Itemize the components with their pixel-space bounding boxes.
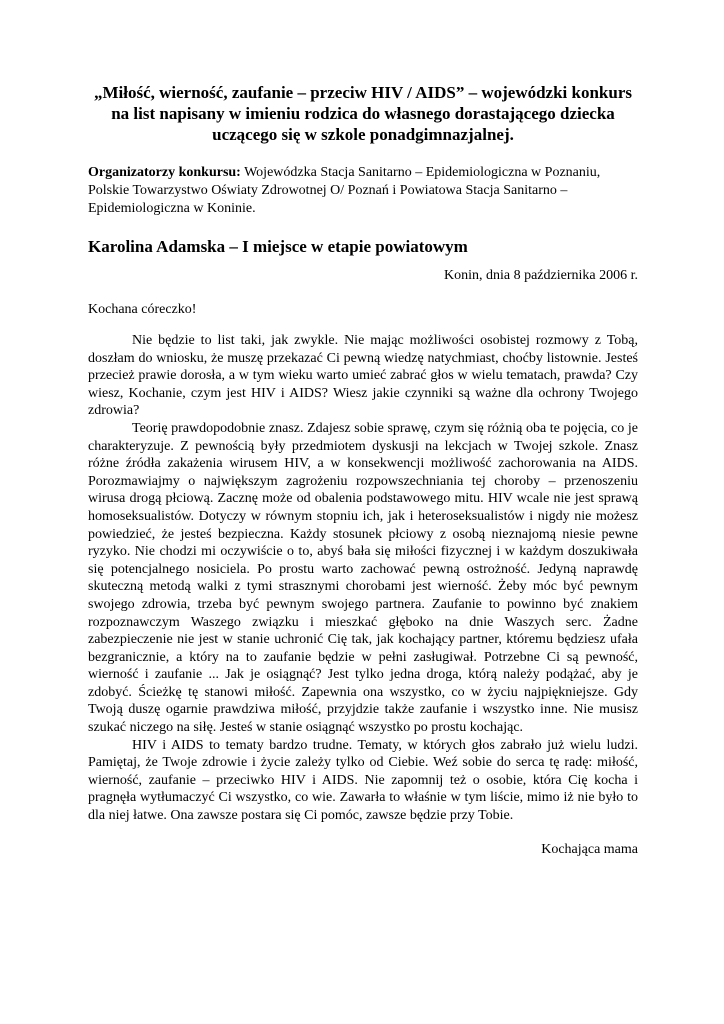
greeting: Kochana córeczko!	[88, 302, 197, 317]
title-line-1: „Miłość, wierność, zaufanie – przeciw HIV / AIDS” – wojewódzki konkurs	[93, 83, 632, 102]
title-line-2: na list napisany w imieniu rodzica do własnego dorastającego dziecka	[111, 104, 615, 123]
document-title	[88, 82, 638, 145]
organizers-paragraph	[88, 164, 638, 218]
dateline: Konin, dnia 8 października 2006 r.	[443, 268, 638, 283]
letter-body	[88, 332, 638, 825]
organizers-text: Wojewódzka Stacja Sanitarno – Epidemiologiczna w Poznaniu, Polskie Towarzystwo Oświaty Zdrowotnej O/ Poznań i Powiatowa Stacja Sanitarno – Epidemiologiczna w Koninie.	[88, 165, 601, 216]
author-heading: Karolina Adamska – I miejsce w etapie powiatowym	[88, 237, 468, 256]
organizers-label: Organizatorzy konkursu:	[88, 165, 241, 180]
title-line-3: uczącego się w szkole ponadgimnazjalnej.	[212, 125, 514, 144]
signature: Kochająca mama	[541, 841, 638, 857]
letter-paragraph-1: Nie będzie to list taki, jak zwykle. Nie mając możliwości osobistej rozmowy z Tobą, doszłam do wniosku, że muszę przekazać Ci pewną wiedzę natychmiast, choćby listownie. Jesteś przecież prawie dorosła, a w tym wieku warto umieć zabrać głos w wielu tematach, prawda? Czy wiesz, Kochanie, czym jest HIV i AIDS? Wiesz jakie czynniki są ważne dla ochrony Twojego zdrowia?	[88, 333, 638, 419]
letter-paragraph-2: Teorię prawdopodobnie znasz. Zdajesz sobie sprawę, czym się różnią oba te pojęcia, co je charakteryzuje. Z pewnością były przedmiotem dyskusji na lekcjach w Twojej szkole. Znasz różne źródła zakażenia wirusem HIV, a w konsekwencji możliwość zachorowania na AIDS. Porozmawiajmy o największym zagrożeniu rozpowszechniania tej choroby – przenoszeniu wirusa drogą płciową. Zacznę może od obalenia podstawowego mitu. HIV wcale nie jest sprawą homoseksualistów. Dotyczy w równym stopniu ich, jak i heteroseksualistów i nigdy nie możesz powiedzieć, że jesteś bezpieczna. Każdy stosunek płciowy z osobą nieznajomą niesie pewne ryzyko. Nie chodzi mi oczywiście o to, abyś bała się miłości fizycznej i w każdym doszukiwała się potencjalnego nosiciela. Po prostu warto zachować pewną ostrożność. Jedyną naprawdę skuteczną metodą walki z tymi strasznymi chorobami jest wierność. Żeby móc być pewnym swojego zdrowia, trzeba być pewnym swojego partnera. Zaufanie to powinno być znakiem rozpoznawczym Waszego związku i mieszkać głęboko na dnie Waszych serc. Żadne zabezpieczenie nie jest w stanie uchronić Cię tak, jak kochający partner, któremu będziesz ufała bezgranicznie, a który na to zaufanie będzie w pełni zasługiwał. Potrzebne Ci są pewność, wierność i zaufanie ... Jak je osiągnąć? Jest tylko jedna droga, którą należy podążać, aby je zdobyć. Ścieżkę tę stanowi miłość. Zapewnia ona wszystko, co w życiu najpiękniejsze. Gdy Twoją duszę ogarnie prawdziwa miłość, przyjdzie także zaufanie i wszystko inne. Nie musisz szukać niczego na siłę. Jesteś w stanie osiągnąć wszystko po prostu kochając.	[88, 420, 638, 736]
letter-paragraph-3: HIV i AIDS to tematy bardzo trudne. Tematy, w których głos zabrało już wielu ludzi. Pamiętaj, że Twoje zdrowie i życie zależy tylko od Ciebie. Weź sobie do serca tę radę: miłość, wierność, zaufanie – przeciwko HIV i AIDS. Nie zapomnij też o osobie, która Cię kocha i pragnęła wytłumaczyć Ci wszystko, co wie. Zawarła to właśnie w tym liście, mimo iż nie było to dla niej łatwe. Ona zawsze postara się Ci pomóc, zawsze będzie przy Tobie.	[88, 737, 638, 824]
document-page	[88, 82, 638, 859]
